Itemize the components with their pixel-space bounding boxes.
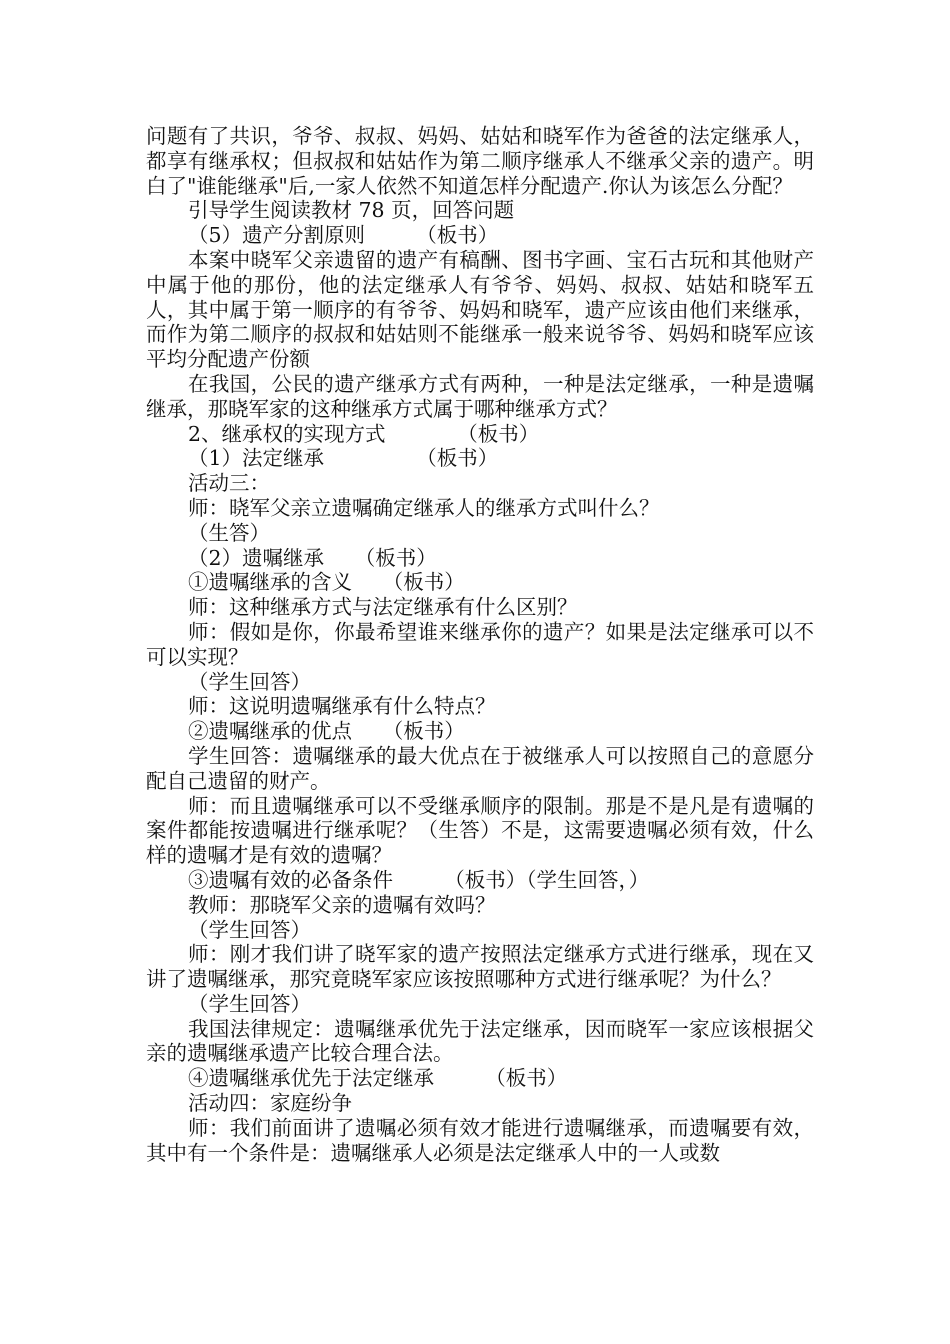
paragraph: 师：晓军父亲立遗嘱确定继承人的继承方式叫什么？ [188,495,660,520]
paragraph: 师：刚才我们讲了晓军家的遗产按照法定继承方式进行继承，现在又讲了遗嘱继承，那究竟晓军家应该按照哪种方式进行继承呢？为什么？ [146,942,814,992]
paragraph: 师：我们前面讲了遗嘱必须有效才能进行遗嘱继承，而遗嘱要有效，其中有一个条件是：遗嘱继承人必须是法定继承人中的一人或数 [146,1115,814,1165]
paragraph: 本案中晓军父亲遗留的遗产有稿酬、图书字画、宝石古玩和其他财产中属于他的那份，他的法定继承人有爷爷、妈妈、叔叔、姑姑和晓军五人，其中属于第一顺序的有爷爷、妈妈和晓军，遗产应该由他们来继承，而作为第二顺序的叔叔和姑姑则不能继承一般来说爷爷、妈妈和晓军应该平均分配遗产份额 [146,247,814,372]
paragraph: （学生回答） [188,991,311,1016]
document-body [146,124,814,1165]
paragraph: 我国法律规定：遗嘱继承优先于法定继承，因而晓军一家应该根据父亲的遗嘱继承遗产比较合理合法。 [146,1016,814,1066]
paragraph: ②遗嘱继承的优点 （板书） [188,719,465,744]
paragraph: 活动四：家庭纷争 [188,1091,352,1116]
paragraph: ④遗嘱继承优先于法定继承 （板书） [188,1066,568,1091]
paragraph: 师：这说明遗嘱继承有什么特点？ [188,694,496,719]
paragraph: 师：而且遗嘱继承可以不受继承顺序的限制。那是不是凡是有遗嘱的案件都能按遗嘱进行继承呢？（生答）不是，这需要遗嘱必须有效，什么样的遗嘱才是有效的遗嘱？ [146,793,814,868]
paragraph: ③遗嘱有效的必备条件 （板书）（学生回答，） [188,867,650,892]
paragraph: 问题有了共识，爷爷、叔叔、妈妈、姑姑和晓军作为爸爸的法定继承人，都享有继承权；但叔叔和姑姑作为第二顺序继承人不继承父亲的遗产。明白了"谁能继承"后,一家人依然不知道怎样分配遗产.你认为该怎么分配？ [146,124,814,198]
paragraph: 在我国，公民的遗产继承方式有两种，一种是法定继承，一种是遗嘱继承，那晓军家的这种继承方式属于哪种继承方式？ [146,371,814,421]
paragraph: 活动三： [188,471,270,496]
paragraph: （生答） [188,520,270,545]
paragraph: 师：假如是你，你最希望谁来继承你的遗产？如果是法定继承可以不可以实现？ [146,619,814,669]
paragraph: （学生回答） [188,669,311,694]
paragraph: （2）遗嘱继承 （板书） [188,545,437,570]
paragraph: （5）遗产分割原则 （板书） [188,223,499,248]
paragraph: （学生回答） [188,917,311,942]
paragraph: 师：这种继承方式与法定继承有什么区别？ [188,595,578,620]
paragraph: 教师：那晓军父亲的遗嘱有效吗？ [188,892,496,917]
paragraph: 2、继承权的实现方式 （板书） [188,421,540,446]
paragraph: ①遗嘱继承的含义 （板书） [188,570,465,595]
paragraph: （1）法定继承 （板书） [188,446,499,471]
paragraph: 引导学生阅读教材 78 页，回答问题 [188,198,515,223]
paragraph: 学生回答：遗嘱继承的最大优点在于被继承人可以按照自己的意愿分配自己遗留的财产。 [146,743,814,793]
